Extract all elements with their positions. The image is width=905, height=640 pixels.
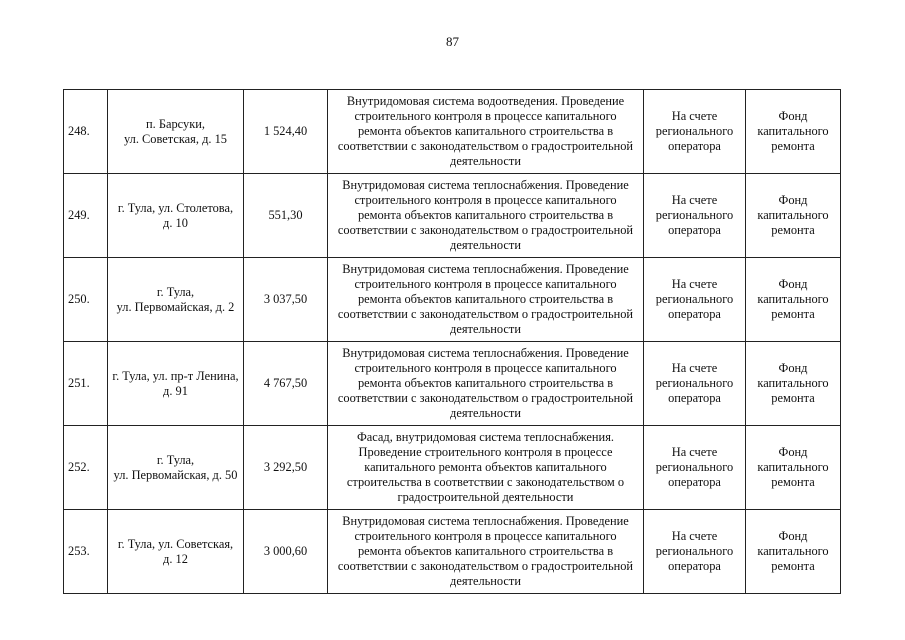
cost-cell: 551,30 xyxy=(244,174,328,258)
cell-line: деятельности xyxy=(450,322,521,336)
cell-line: На счете xyxy=(671,193,718,207)
fund-cell xyxy=(746,258,841,342)
cell-line: капитального xyxy=(757,460,829,474)
cell-line: капитального xyxy=(757,544,829,558)
cell-line: оператора xyxy=(668,559,721,573)
cell-line: градостроительной деятельности xyxy=(397,490,574,504)
work-description-cell xyxy=(328,342,644,426)
cell-line: Внутридомовая система теплоснабжения. Проведение xyxy=(342,178,629,192)
cell-line: регионального xyxy=(655,292,734,306)
register-table xyxy=(63,89,841,594)
cell-line: соответствии с законодательством о градостроительной xyxy=(337,391,634,405)
work-description-cell xyxy=(328,258,644,342)
cell-line: оператора xyxy=(668,139,721,153)
cost-cell: 3 000,60 xyxy=(244,510,328,594)
row-number: 251. xyxy=(64,342,108,426)
cell-line: деятельности xyxy=(450,406,521,420)
table-row xyxy=(64,342,841,426)
cell-line: строительного контроля в процессе капитального xyxy=(354,529,617,543)
cell-line: строительного контроля в процессе капитального xyxy=(354,109,617,123)
cell-line: ремонта объектов капитального строительства в xyxy=(357,376,614,390)
cell-line: ремонта xyxy=(771,559,815,573)
cell-line: На счете xyxy=(671,529,718,543)
address-cell xyxy=(108,90,244,174)
cost-cell: 3 292,50 xyxy=(244,426,328,510)
cell-line: Фонд xyxy=(778,445,808,459)
cost-cell: 3 037,50 xyxy=(244,258,328,342)
cell-line: ремонта объектов капитального строительства в xyxy=(357,208,614,222)
cost-cell: 4 767,50 xyxy=(244,342,328,426)
cell-line: соответствии с законодательством о градостроительной xyxy=(337,307,634,321)
cell-line: оператора xyxy=(668,307,721,321)
cell-line: ремонта объектов капитального строительства в xyxy=(357,544,614,558)
work-description-cell xyxy=(328,510,644,594)
address-cell xyxy=(108,426,244,510)
cell-line: Внутридомовая система теплоснабжения. Проведение xyxy=(342,514,629,528)
cell-line: ремонта xyxy=(771,307,815,321)
account-cell xyxy=(644,258,746,342)
cell-line: соответствии с законодательством о градостроительной xyxy=(337,139,634,153)
cell-line: капитального xyxy=(757,376,829,390)
cell-line: деятельности xyxy=(450,154,521,168)
cell-line: г. Тула, xyxy=(156,452,195,467)
address-cell xyxy=(108,258,244,342)
fund-cell xyxy=(746,90,841,174)
cell-line: д. 10 xyxy=(163,215,188,230)
table-row xyxy=(64,174,841,258)
cell-line: д. 12 xyxy=(163,551,188,566)
cell-line: оператора xyxy=(668,391,721,405)
cell-line: Фонд xyxy=(778,361,808,375)
row-number: 253. xyxy=(64,510,108,594)
account-cell xyxy=(644,426,746,510)
cell-line: г. Тула, ул. Столетова, xyxy=(117,200,234,215)
cell-line: На счете xyxy=(671,277,718,291)
cell-line: На счете xyxy=(671,361,718,375)
cell-line: регионального xyxy=(655,460,734,474)
cell-line: ремонта объектов капитального строительства в xyxy=(357,124,614,138)
cost-cell: 1 524,40 xyxy=(244,90,328,174)
cell-line: оператора xyxy=(668,223,721,237)
page-number: 87 xyxy=(446,34,459,49)
table-row xyxy=(64,90,841,174)
table-row xyxy=(64,426,841,510)
row-number: 250. xyxy=(64,258,108,342)
row-number: 252. xyxy=(64,426,108,510)
table-row xyxy=(64,258,841,342)
cell-line: ремонта объектов капитального строительства в xyxy=(357,292,614,306)
cell-line: д. 91 xyxy=(163,383,188,398)
cell-line: регионального xyxy=(655,376,734,390)
cell-line: деятельности xyxy=(450,574,521,588)
cell-line: Внутридомовая система водоотведения. Проведение xyxy=(346,94,625,108)
cell-line: соответствии с законодательством о градостроительной xyxy=(337,223,634,237)
cell-line: г. Тула, ул. пр-т Ленина, xyxy=(112,368,239,383)
cell-line: строительного контроля в процессе капитального xyxy=(354,361,617,375)
work-description-cell xyxy=(328,174,644,258)
account-cell xyxy=(644,510,746,594)
row-number: 248. xyxy=(64,90,108,174)
cell-line: ул. Советская, д. 15 xyxy=(124,131,227,146)
cell-line: строительства в соответствии с законодательством о xyxy=(346,475,625,489)
cell-line: Внутридомовая система теплоснабжения. Проведение xyxy=(342,346,629,360)
cell-line: Фонд xyxy=(778,529,808,543)
cell-line: ремонта xyxy=(771,391,815,405)
cell-line: На счете xyxy=(671,109,718,123)
cell-line: Проведение строительного контроля в процессе xyxy=(358,445,613,459)
fund-cell xyxy=(746,342,841,426)
cell-line: г. Тула, xyxy=(156,284,195,299)
row-number: 249. xyxy=(64,174,108,258)
cell-line: п. Барсуки, xyxy=(146,116,205,131)
address-cell xyxy=(108,510,244,594)
table-row xyxy=(64,510,841,594)
account-cell xyxy=(644,342,746,426)
cell-line: г. Тула, ул. Советская, xyxy=(117,536,234,551)
cell-line: Внутридомовая система теплоснабжения. Проведение xyxy=(342,262,629,276)
fund-cell xyxy=(746,510,841,594)
cell-line: капитального xyxy=(757,208,829,222)
cell-line: На счете xyxy=(671,445,718,459)
cell-line: регионального xyxy=(655,124,734,138)
cell-line: оператора xyxy=(668,475,721,489)
cell-line: Фасад, внутридомовая система теплоснабжения. xyxy=(356,430,614,444)
account-cell xyxy=(644,174,746,258)
address-cell xyxy=(108,174,244,258)
fund-cell xyxy=(746,174,841,258)
cell-line: ул. Первомайская, д. 50 xyxy=(113,467,238,482)
cell-line: ремонта xyxy=(771,475,815,489)
cell-line: строительного контроля в процессе капитального xyxy=(354,193,617,207)
address-cell xyxy=(108,342,244,426)
cell-line: капитального xyxy=(757,124,829,138)
cell-line: ул. Первомайская, д. 2 xyxy=(116,299,235,314)
cell-line: капитального ремонта объектов капитального xyxy=(364,460,607,474)
cell-line: Фонд xyxy=(778,277,808,291)
cell-line: ремонта xyxy=(771,223,815,237)
cell-line: соответствии с законодательством о градостроительной xyxy=(337,559,634,573)
cell-line: капитального xyxy=(757,292,829,306)
account-cell xyxy=(644,90,746,174)
cell-line: ремонта xyxy=(771,139,815,153)
cell-line: Фонд xyxy=(778,109,808,123)
cell-line: строительного контроля в процессе капитального xyxy=(354,277,617,291)
cell-line: деятельности xyxy=(450,238,521,252)
work-description-cell xyxy=(328,426,644,510)
cell-line: Фонд xyxy=(778,193,808,207)
work-description-cell xyxy=(328,90,644,174)
cell-line: регионального xyxy=(655,208,734,222)
fund-cell xyxy=(746,426,841,510)
cell-line: регионального xyxy=(655,544,734,558)
